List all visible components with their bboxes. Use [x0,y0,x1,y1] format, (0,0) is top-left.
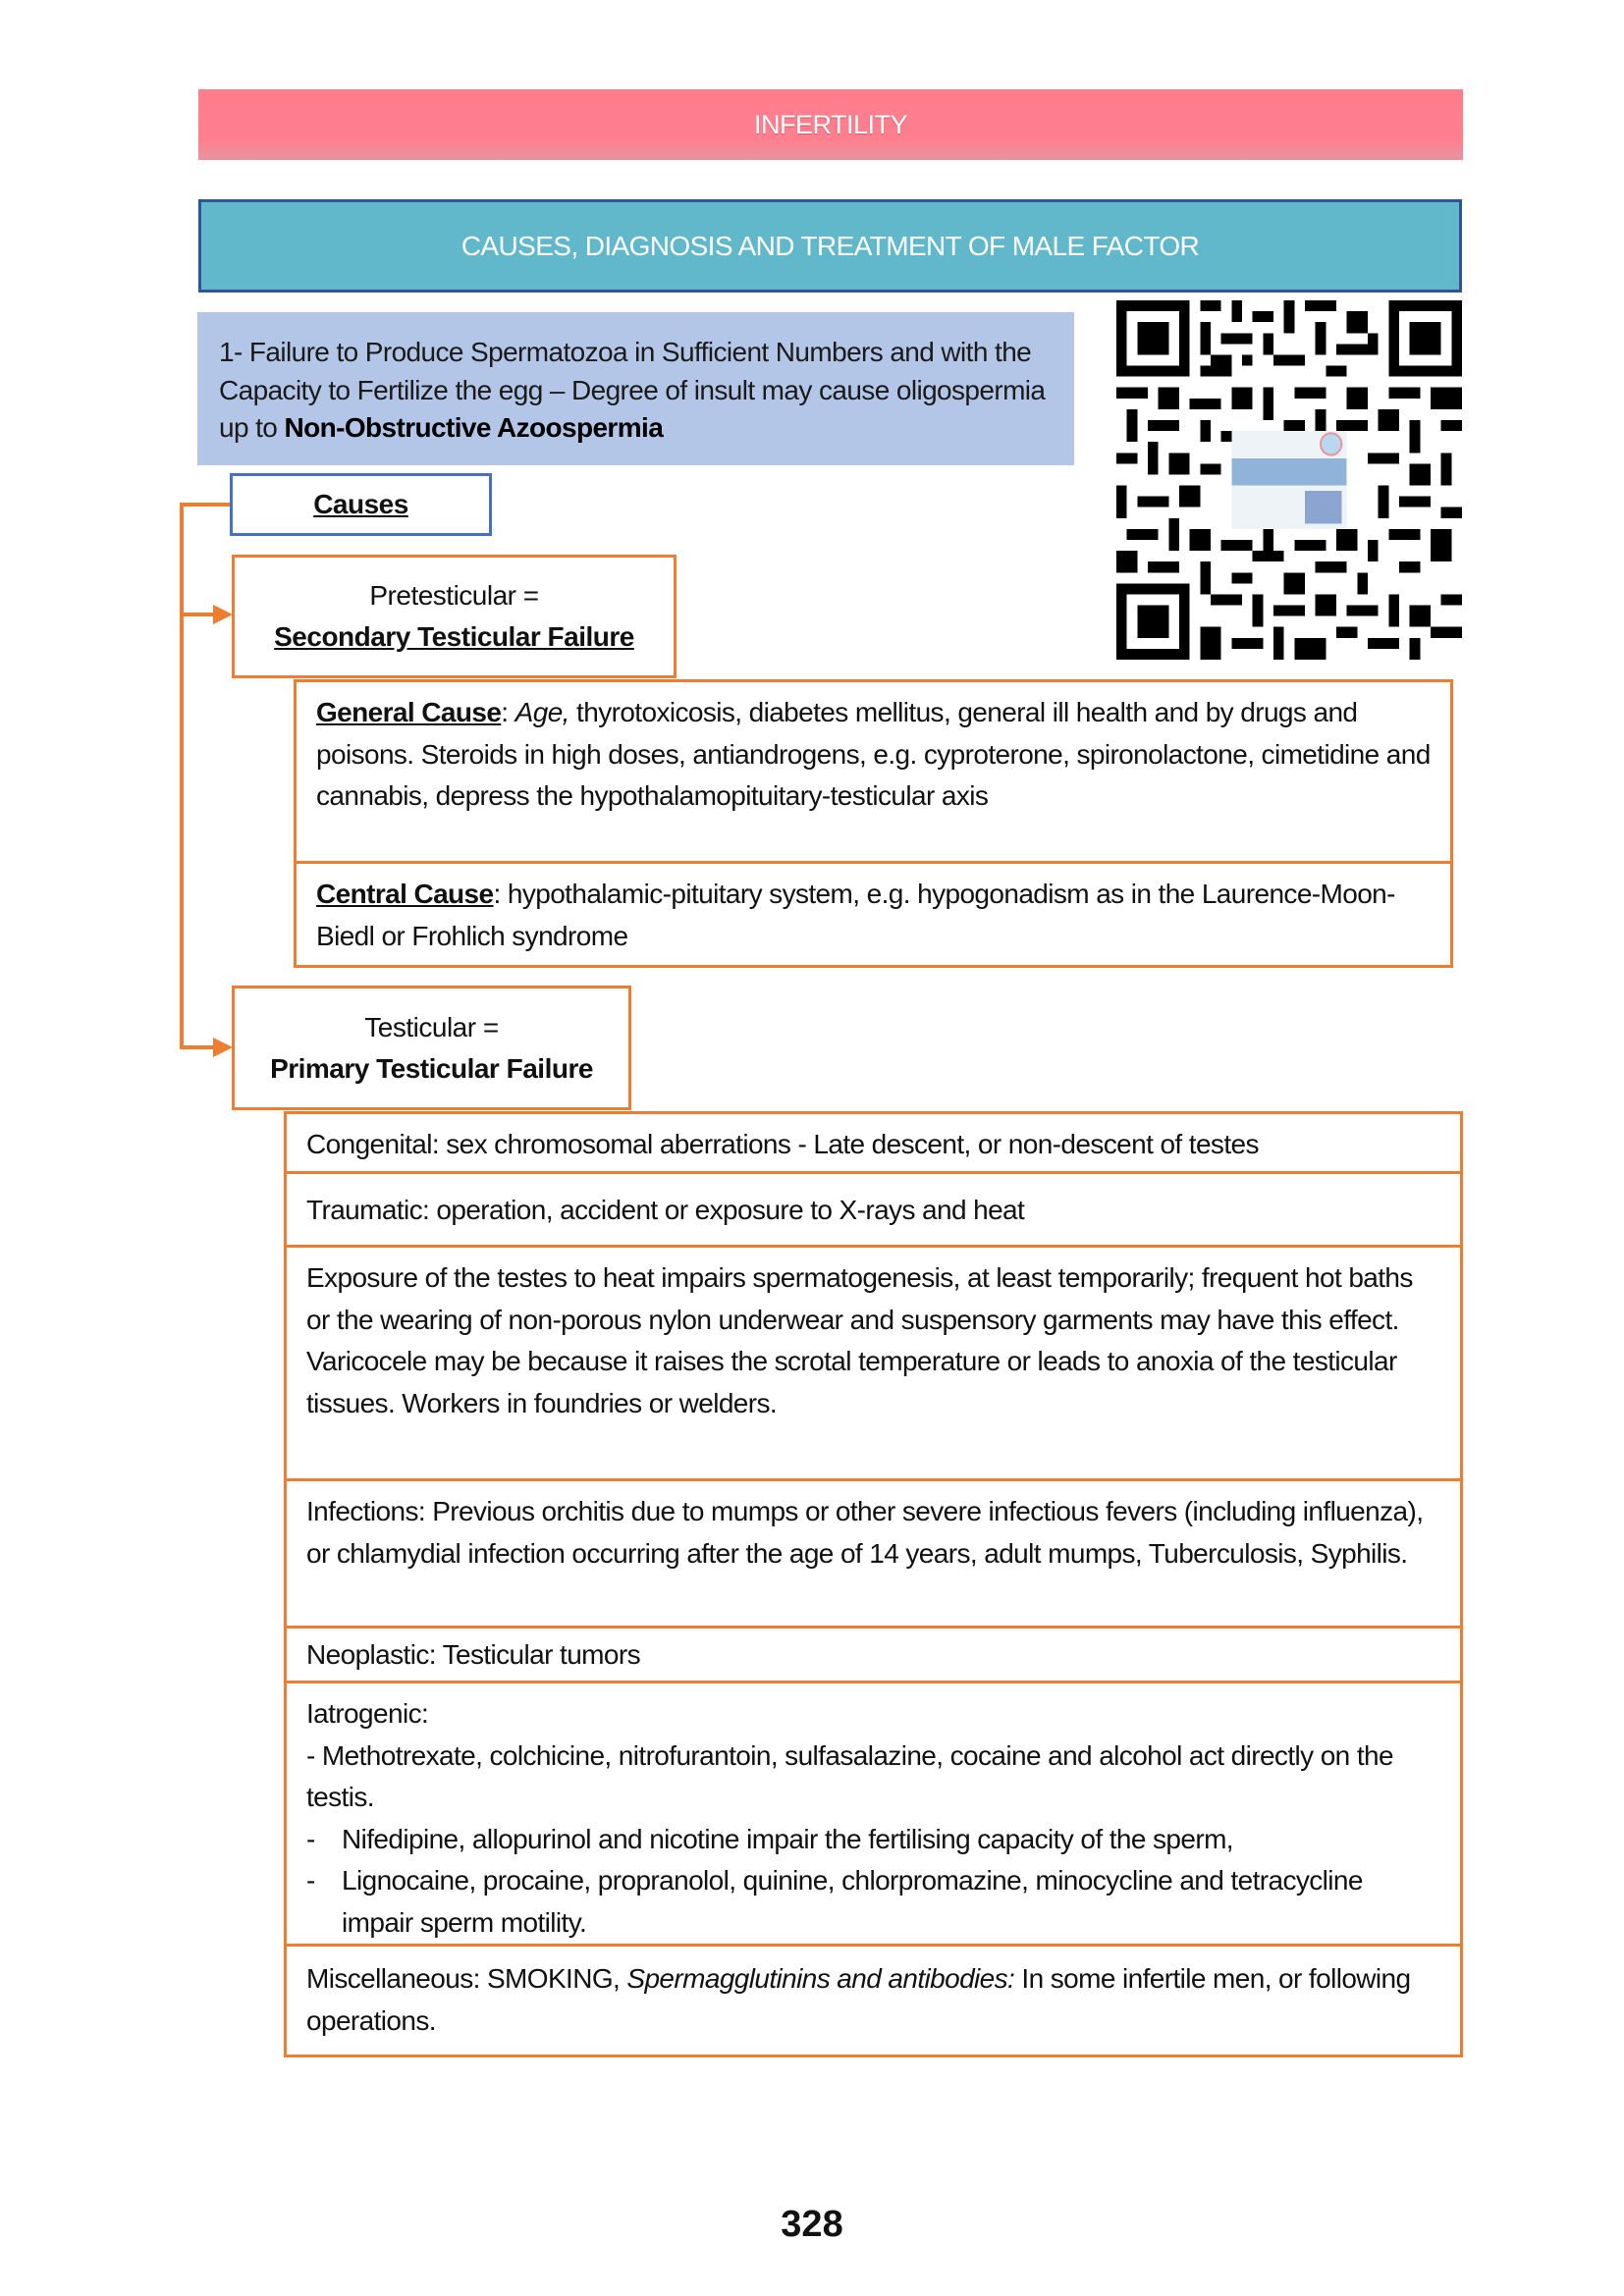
table-row-traumatic [287,1174,1460,1247]
central-cause-text: : hypothalamic-pituitary system, e.g. hypogonadism as in the Laurence-Moon-Biedl or Frohlich syndrome [316,879,1395,951]
iatrogenic-bullet [306,1860,1440,1944]
testicular-subtitle: Primary Testicular Failure [270,1052,593,1084]
misc-prefix: Miscellaneous: SMOKING, [306,1963,627,1994]
row-divider [287,1681,1460,1683]
misc-suffix: In some infertile men, or following operations. [306,1963,1411,2036]
table-row-miscellaneous [287,1958,1460,2042]
row-text: Congenital: sex chromosomal aberrations - Late descent, or non-descent of testes [306,1129,1259,1160]
general-cause-row: General Cause: Age, thyrotoxicosis, diabetes mellitus, general ill health and by drugs and poisons. Steroids in high doses, antiandrogens, e.g. cyproterone, spironolactone, cimetidine and cannabis, depress the hypothalamopituitary-testicular axis [316,697,1431,811]
pretesticular-subtitle: Secondary Testicular Failure [274,621,634,652]
bullet-text: Lignocaine, procaine, propranolol, quinine, chlorpromazine, minocycline and tetracycline impair sperm motility. [342,1865,1363,1938]
row-divider [287,1478,1460,1481]
iatrogenic-bullet [306,1819,1440,1861]
connector-tes [180,1045,215,1049]
connector-pre [180,613,215,616]
iatrogenic-title: Iatrogenic: [306,1698,429,1729]
bullet-dash: - [306,1823,315,1854]
testicular-causes-table [284,1111,1463,2057]
arrow-right-icon [213,605,233,624]
row-text: Traumatic: operation, accident or exposure to X-rays and heat [306,1194,1025,1225]
arrow-right-icon [213,1038,233,1057]
causes-heading [230,473,492,536]
table-row-congenital [287,1118,1460,1172]
section-title: CAUSES, DIAGNOSIS AND TREATMENT OF MALE FACTOR [460,230,1200,261]
misc-italic: Spermagglutinins and antibodies: [626,1963,1015,1994]
row-divider [287,1245,1460,1248]
causes-label: Causes [313,489,408,519]
pretesticular-title: Pretesticular = [369,580,539,611]
central-cause-label: Central Cause [316,879,494,909]
row-divider [287,1944,1460,1947]
connector-vertical [180,503,184,1049]
testicular-box [232,986,631,1110]
iatrogenic-line1: - Methotrexate, colchicine, nitrofurantoin, sulfasalazine, cocaine and alcohol act directly on the testis. [306,1739,1393,1812]
row-text: Neoplastic: Testicular tumors [306,1638,640,1670]
connector-top [180,503,231,507]
intro-text: 1- Failure to Produce Spermatozoa in Sufficient Numbers and with the Capacity to Fertilize the egg – Degree of insult may cause oligospermia up to [219,337,1046,443]
testicular-title: Testicular = [364,1011,499,1042]
qr-code[interactable] [1116,300,1462,660]
central-cause-row [297,864,1450,957]
intro-bold: Non-Obstructive Azoospermia [284,412,664,443]
chapter-title: INFERTILITY [753,109,908,139]
qr-code-icon [1116,300,1462,660]
pretesticular-box [232,555,677,678]
table-row-neoplastic [287,1629,1460,1682]
intro-box [197,312,1074,465]
page-number: 328 [781,2204,843,2245]
general-cause-label: General Cause [316,697,502,727]
bullet-text: Nifedipine, allopurinol and nicotine impair the fertilising capacity of the sperm, [342,1823,1233,1854]
section-title-box [198,199,1462,293]
table-row-heat [287,1257,1460,1424]
general-cause-italic: Age, [514,697,569,727]
general-cause-text: thyrotoxicosis, diabetes mellitus, general ill health and by drugs and poisons. Steroids in high doses, antiandrogens, e.g. cyproterone, spironolactone, cimetidine and cannabis, depress the hypothalamopituitary-testicular axis [316,697,1431,811]
row-text: Infections: Previous orchitis due to mumps or other severe infectious fevers (including influenza), or chlamydial infection occurring after the age of 14 years, adult mumps, Tuberculosis, Syphilis. [306,1496,1424,1569]
row-text: Exposure of the testes to heat impairs spermatogenesis, at least temporarily; frequent hot baths or the wearing of non-porous nylon underwear and suspensory garments may have this effect. Varicocele may be because it raises the scrotal temperature or leads to anoxia of the testicular tissues. Workers in foundries or welders. [306,1262,1413,1418]
table-row-iatrogenic [287,1693,1460,1944]
bullet-dash: - [306,1865,315,1896]
table-row-infections [287,1491,1460,1575]
chapter-title-banner [198,89,1463,160]
pretesticular-details [294,679,1453,968]
